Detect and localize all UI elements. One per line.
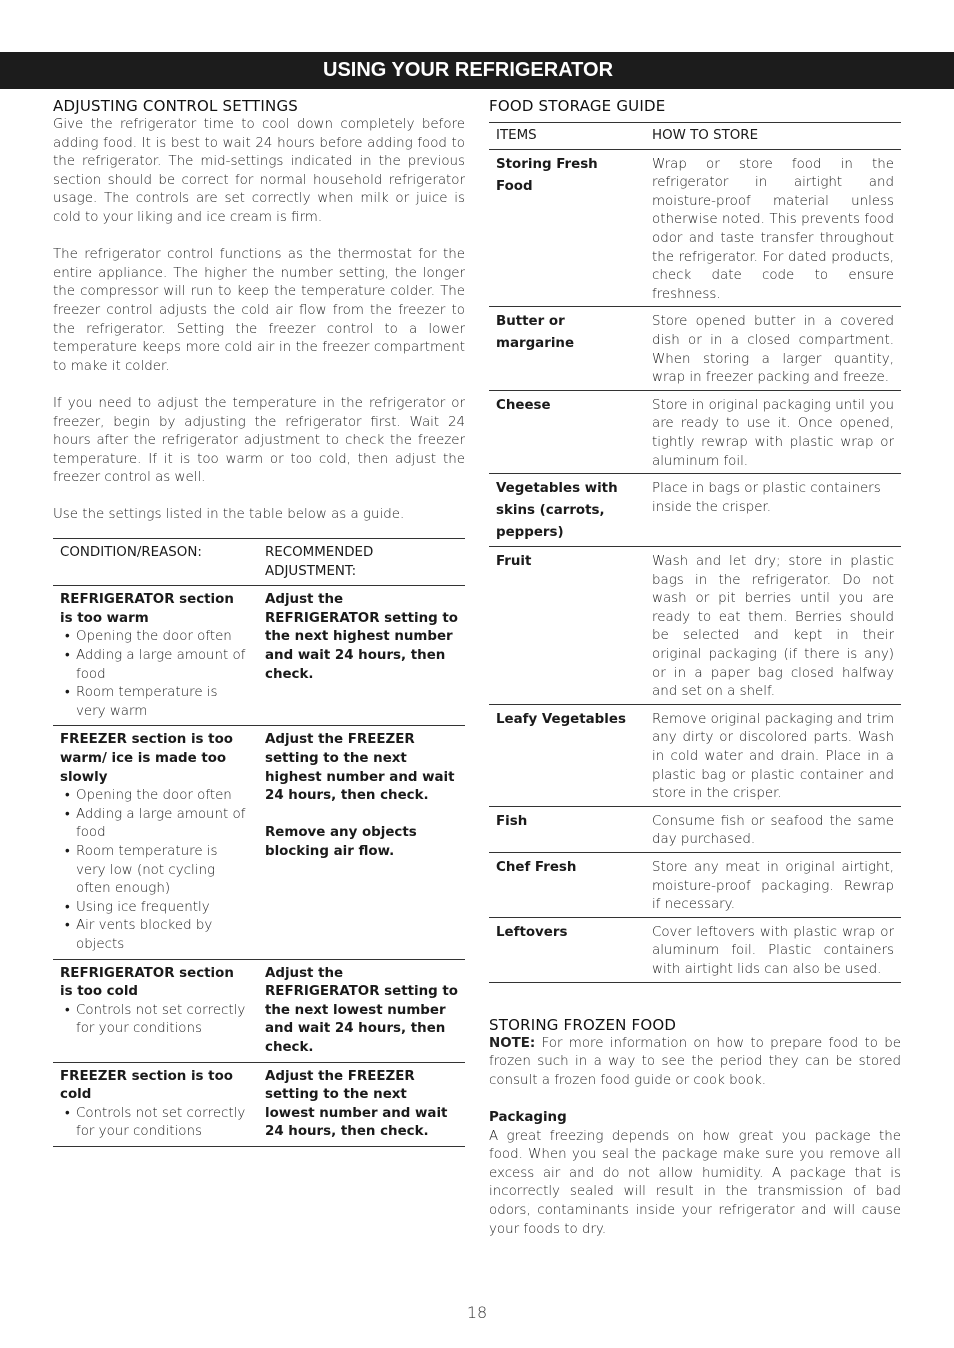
table-row [489, 853, 901, 918]
item-name: Fish [489, 806, 645, 852]
food-storage-table [489, 122, 901, 983]
right-column [489, 96, 901, 1258]
reason-list [60, 1105, 251, 1142]
frozen-heading: STORING FROZEN FOOD [489, 1015, 677, 1034]
note-label: NOTE: [489, 1035, 536, 1051]
table-row [53, 959, 465, 1062]
banner-title: USING YOUR REFRIGERATOR [323, 59, 614, 81]
header-how-to-store: HOW TO STORE [645, 123, 901, 150]
item-how: Cover leftovers with plastic wrap or aluminum foil. Plastic containers with airtight lids can also be used. [645, 917, 901, 982]
table-row [489, 307, 901, 390]
table-row [489, 474, 901, 547]
table-row [53, 586, 465, 726]
table-row [489, 917, 901, 982]
list-item: • Adding a large amount of food [60, 647, 251, 684]
item-how: Consume fish or seafood the same day purchased. [645, 806, 901, 852]
list-item: • Room temperature is very warm [60, 684, 251, 721]
table-row [489, 149, 901, 307]
item-name: Leafy Vegetables [489, 704, 645, 806]
paragraph: Use the settings listed in the table below as a guide. [53, 507, 405, 523]
condition-text: FREEZER section is too cold [60, 1068, 233, 1103]
reason-list [60, 787, 251, 954]
table-row [489, 390, 901, 473]
packaging-heading: Packaging [489, 1109, 567, 1125]
list-item: • Using ice frequently [60, 899, 251, 918]
table-row [53, 1062, 465, 1146]
list-item: • Air vents blocked by objects [60, 917, 251, 954]
condition-text: FREEZER section is too warm/ ice is made too slowly [60, 732, 233, 785]
paragraph: Give the refrigerator time to cool down completely before adding food. It is best to wait 24 hours before adding food to the refrigerator. The mid-settings indicated in the previous section should be correct for normal household refrigerator usage. The controls are set correctly when milk or juice is cold to your liking and ice cream is firm. [53, 117, 465, 225]
reason-list [60, 1002, 251, 1039]
list-item: • Controls not set correctly for your conditions [60, 1105, 251, 1142]
food-storage-heading: FOOD STORAGE GUIDE [489, 97, 666, 115]
list-item: • Opening the door often [60, 628, 251, 647]
table-row [489, 547, 901, 705]
item-name: Butter or margarine [489, 307, 645, 390]
note-paragraph [489, 1035, 901, 1091]
list-item: • Room temperature is very low (not cycling often enough) [60, 843, 251, 899]
list-item: • Adding a large amount of food [60, 806, 251, 843]
table-row [489, 704, 901, 806]
header-adjustment: RECOMMENDED ADJUSTMENT: [258, 539, 465, 586]
adjusting-heading: ADJUSTING CONTROL SETTINGS [53, 97, 299, 115]
packaging-text: A great freezing depends on how great you package the food. When you seal the package make sure you remove all excess air and do not allow humidity. A package that is incorrectly sealed will result in the transmission of bad odors, contaminants inside your refrigerator and will cause your foods to dry. [489, 1128, 901, 1237]
section-banner [0, 52, 954, 89]
adjustment-text: Adjust the REFRIGERATOR setting to the next lowest number and wait 24 hours, then check. [265, 965, 458, 1055]
adjustment-text: Adjust the FREEZER setting to the next highest number and wait 24 hours, then check. [265, 732, 455, 804]
paragraph: If you need to adjust the temperature in the refrigerator or freezer, begin by adjusting the refrigerator first. Wait 24 hours after the refrigerator adjustment to check the freezer temperature. If it is too warm or too cold, then adjust the freezer control as well. [53, 395, 465, 486]
adjustment-text: Adjust the REFRIGERATOR setting to the next highest number and wait 24 hours, then check. [265, 592, 458, 682]
adjustment-extra: Remove any objects blocking air flow. [265, 825, 417, 859]
header-condition: CONDITION/REASON: [53, 539, 258, 586]
table-header-row [53, 539, 465, 586]
list-item: • Controls not set correctly for your conditions [60, 1002, 251, 1039]
list-item: • Opening the door often [60, 787, 251, 806]
item-how: Remove original packaging and trim any dirty or discolored parts. Wash in cold water and drain. Place in a plastic bag or plastic container and store in the crisper. [645, 704, 901, 806]
item-how: Store opened butter in a covered dish or in a closed compartment. When storing a larger quantity, wrap in freezer packing and freeze. [645, 307, 901, 390]
item-name: Fruit [489, 547, 645, 705]
condition-text: REFRIGERATOR section is too warm [60, 592, 234, 626]
paragraph: The refrigerator control functions as the thermostat for the entire appliance. The higher the number setting, the longer the compressor will run to keep the temperature colder. The freezer control adjusts the cold air flow from the freezer to the refrigerator. Setting the freezer control to a lower temperature keeps more cold air in the freezer compartment to make it colder. [53, 247, 465, 374]
condition-text: REFRIGERATOR section is too cold [60, 965, 234, 1000]
table-row [489, 806, 901, 852]
item-how: Wash and let dry; store in plastic bags in the refrigerator. Do not wash or pit berries until you are ready to eat them. Berries should be selected and kept in their original packaging (if there is any) or in a paper bag closed halfway and set on a shelf. [645, 547, 901, 705]
adjustment-table [53, 538, 465, 1147]
left-column [53, 96, 465, 1147]
adjustment-text: Adjust the FREEZER setting to the next lowest number and wait 24 hours, then check. [265, 1068, 448, 1140]
table-row [53, 726, 465, 959]
note-text: For more information on how to prepare food to be frozen such in a way to see the period they can be stored consult a frozen food guide or cook book. [489, 1035, 901, 1088]
page-number: 18 [466, 1303, 488, 1322]
reason-list [60, 628, 251, 721]
item-name: Leftovers [489, 917, 645, 982]
item-how: Wrap or store food in the refrigerator in airtight and moisture-proof material unless otherwise noted. This prevents food odor and taste transfer throughout the refrigerator. For dated products, check date code to ensure freshness. [645, 149, 901, 307]
item-how: Store any meat in original airtight, moisture-proof packaging. Rewrap if necessary. [645, 853, 901, 918]
header-items: ITEMS [489, 123, 645, 150]
item-how: Store in original packaging until you are ready to use it. Once opened, tightly rewrap with plastic wrap or aluminum foil. [645, 390, 901, 473]
item-name: Storing Fresh Food [489, 149, 645, 307]
item-name: Vegetables with skins (carrots, peppers) [489, 474, 645, 547]
item-name: Cheese [489, 390, 645, 473]
table-header-row [489, 123, 901, 150]
item-name: Chef Fresh [489, 853, 645, 918]
item-how: Place in bags or plastic containers inside the crisper. [645, 474, 901, 547]
frozen-food-section [489, 1015, 901, 1240]
